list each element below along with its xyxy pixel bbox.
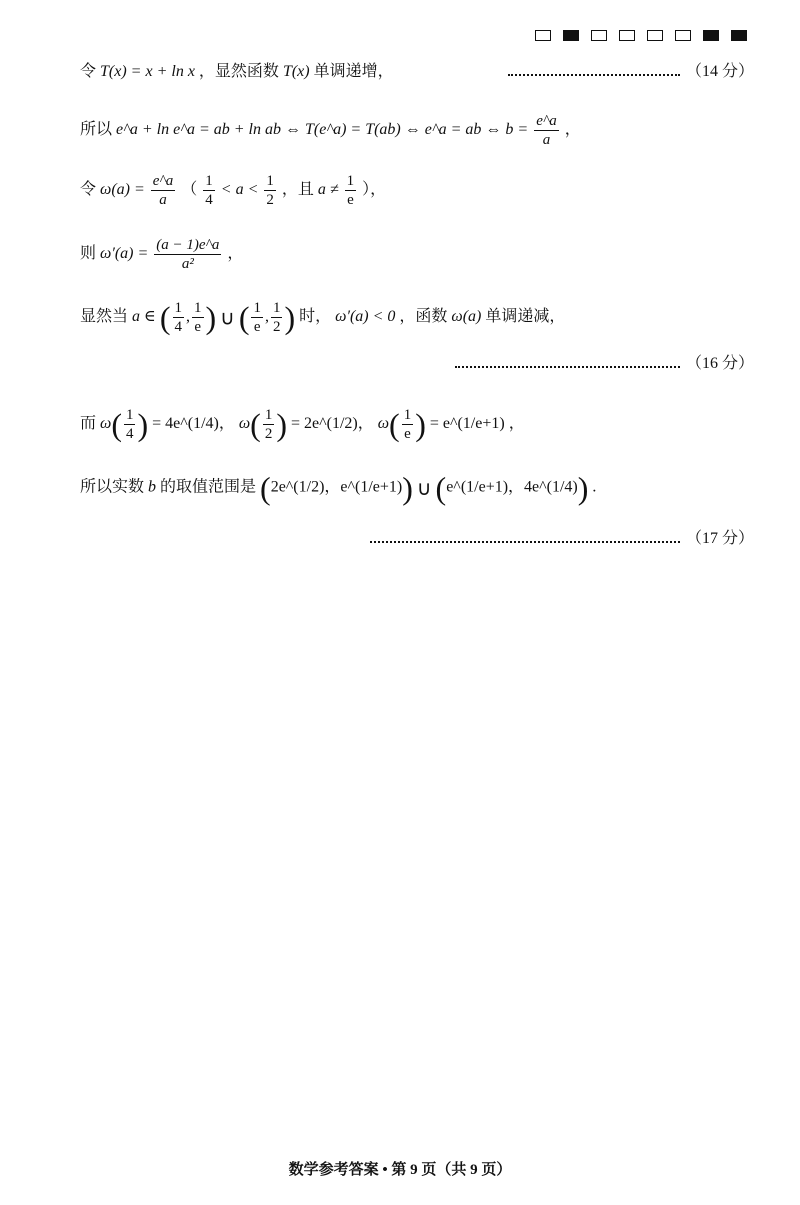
numerator: 1	[205, 173, 213, 189]
line-1	[80, 62, 394, 82]
empty-square-mark	[647, 30, 663, 41]
numerator: 1	[125, 407, 134, 423]
denominator: 4	[205, 192, 213, 208]
formula: T(x) = x + ln x	[100, 63, 195, 80]
numerator: (a − 1)e^a	[156, 237, 220, 253]
fraction	[251, 299, 263, 336]
text: ，	[564, 121, 581, 139]
formula: ω(a) =	[100, 181, 145, 199]
line-3	[80, 172, 386, 209]
formula: < a <	[220, 181, 259, 199]
numerator: 1	[266, 173, 274, 189]
numerator: 1	[194, 300, 202, 316]
formula: = e^(1/e+1)	[429, 415, 505, 433]
numerator: e^a	[152, 173, 174, 189]
denominator: 4	[174, 319, 183, 335]
denominator: e	[347, 192, 354, 208]
text: 单调递减，	[485, 308, 566, 326]
formula: ω(a)	[451, 308, 482, 326]
numerator: 1	[174, 300, 183, 316]
line-7: 所以实数 b 的取值范围是 (2e^(1/2)，e^(1/e+1)) ∪ (e^(1/e+1)，4e^(1/4)) .	[80, 470, 597, 506]
denominator: 2	[272, 319, 281, 335]
denominator: a²	[181, 256, 194, 272]
fraction	[271, 299, 283, 336]
filled-square-mark	[703, 30, 719, 41]
corner-marks	[535, 30, 747, 41]
formula: = 2e^(1/2)	[290, 415, 358, 433]
line-6: 而 ω( $\frac{1}{4}$ ) = 4e^(1/4)， ω( $\frac{1}{2}$ ) = 2e^(1/2)， ω( $\frac{1}{e}$ ) = e^(1/e+1) ，	[80, 406, 525, 443]
score-17: （17 分）	[686, 530, 755, 547]
denominator: e	[404, 426, 411, 442]
score-16: （16 分）	[686, 355, 755, 372]
text: 所以实数	[80, 478, 145, 496]
formula: = 4e^(1/4)	[152, 415, 219, 433]
formula: ω	[238, 415, 251, 433]
filled-square-mark	[563, 30, 579, 41]
formula: e^(1/e+1)，4e^(1/4)	[446, 478, 578, 496]
fraction	[124, 406, 136, 443]
fraction	[154, 236, 221, 273]
filled-square-mark	[731, 30, 747, 41]
fraction	[534, 112, 559, 149]
denominator: e	[253, 319, 261, 335]
formula: 2e^(1/2)，e^(1/e+1)	[270, 478, 403, 496]
denominator: 2	[266, 192, 274, 208]
formula: ω	[100, 415, 112, 433]
formula: e^a + ln e^a = ab + ln ab ⇔ T(e^a) = T(ab) ⇔ e^a = ab ⇔ b =	[116, 121, 529, 139]
dot-leader	[455, 366, 680, 368]
text: ，	[508, 415, 525, 433]
fraction	[173, 299, 185, 336]
text: 的取值范围是	[160, 478, 257, 496]
text: .	[592, 478, 597, 496]
empty-square-mark	[535, 30, 551, 41]
text: 而	[80, 415, 97, 433]
text: ，且	[281, 181, 314, 199]
numerator: 1	[264, 407, 273, 423]
fraction	[203, 172, 215, 209]
text: 单调递增，	[313, 63, 394, 80]
formula: ω′(a) < 0	[335, 308, 396, 326]
numerator: 1	[253, 300, 261, 316]
formula: a ≠	[317, 181, 339, 199]
empty-square-mark	[675, 30, 691, 41]
empty-square-mark	[619, 30, 635, 41]
text: （	[181, 181, 198, 199]
line-4	[80, 236, 243, 273]
text: ，	[227, 245, 244, 263]
text: ，函数	[399, 308, 448, 326]
formula: ω	[377, 415, 390, 433]
text: 令	[80, 63, 97, 80]
score-14: （14 分）	[686, 63, 755, 80]
denominator: a	[542, 132, 551, 148]
numerator: 1	[403, 407, 412, 423]
numerator: e^a	[536, 113, 557, 129]
fraction	[263, 406, 275, 443]
denominator: e	[194, 319, 202, 335]
fraction	[345, 172, 357, 209]
text: 则	[80, 245, 97, 263]
text: ），	[362, 181, 387, 199]
text: ，显然函数	[198, 63, 279, 80]
line-2	[80, 112, 581, 149]
text: 显然当	[80, 308, 129, 326]
formula: ω′(a) =	[100, 245, 149, 263]
union-symbol: ∪	[416, 476, 432, 500]
formula: a ∈	[132, 308, 156, 326]
fraction	[192, 299, 204, 336]
empty-square-mark	[591, 30, 607, 41]
numerator: 1	[272, 300, 281, 316]
dot-leader	[370, 541, 680, 543]
union-symbol: ∪	[220, 305, 235, 330]
fraction	[402, 406, 414, 443]
text: 令	[80, 181, 97, 199]
denominator: 4	[125, 426, 134, 442]
numerator: 1	[346, 173, 355, 189]
fraction	[264, 172, 276, 209]
denominator: 2	[264, 426, 273, 442]
denominator: a	[159, 192, 167, 208]
fraction	[151, 172, 176, 209]
dot-leader	[508, 74, 680, 76]
line-5: 显然当 a ∈ ( $\frac{1}{4}$ , $\frac{1}{e}$ ) ∪ ( $\frac{1}{e}$ , $\frac{1}{2}$ ) 时， ω′(a) < 0 ，函数 ω(a) 单调递减，	[80, 299, 566, 336]
text: 所以	[80, 121, 113, 139]
page-footer: 数学参考答案 • 第 9 页（共 9 页）	[288, 1162, 512, 1178]
formula: T(x)	[282, 63, 310, 80]
formula: b	[148, 478, 157, 496]
text: 时，	[299, 308, 332, 326]
